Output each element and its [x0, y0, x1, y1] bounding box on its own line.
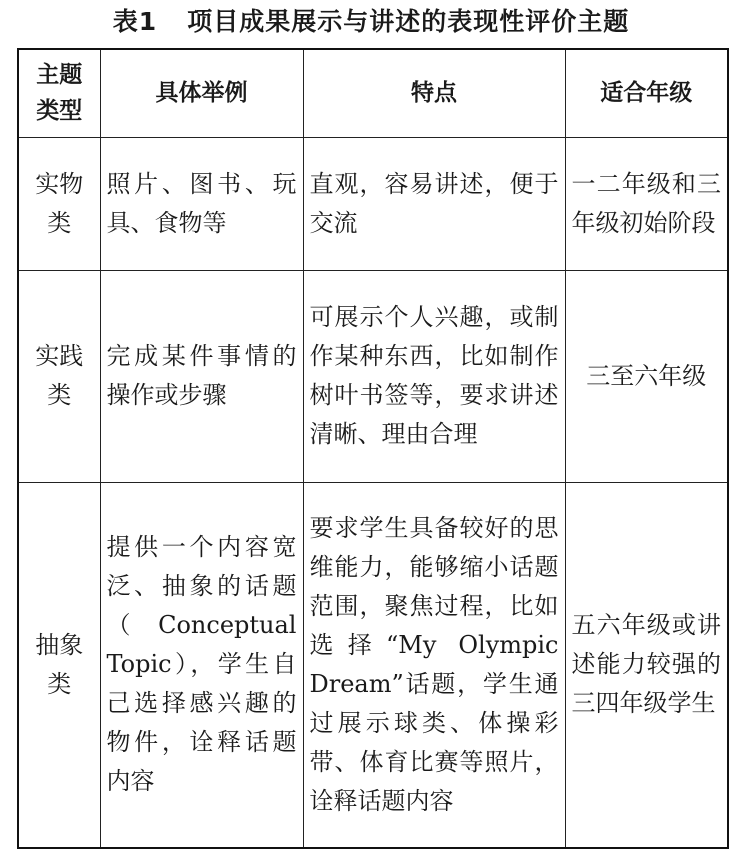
table-caption: [0, 4, 742, 40]
cell-grade: 一二年级和三年级初始阶段: [565, 137, 728, 270]
table-header-row: [18, 49, 728, 137]
cell-topic-type: 实践类: [18, 270, 100, 482]
table-title: 项目成果展示与讲述的表现性评价主题: [187, 7, 630, 36]
cell-examples: 提供一个内容宽泛、抽象的话题（Conceptual Topic），学生自己选择感兴趣的物件，诠释话题内容: [100, 482, 303, 848]
cell-examples: 照片、图书、玩具、食物等: [100, 137, 303, 270]
cell-features: 要求学生具备较好的思维能力，能够缩小话题范围，聚焦过程，比如选择“My Olympic Dream”话题，学生通过展示球类、体操彩带、体育比赛等照片，诠释话题内容: [303, 482, 565, 848]
header-features: 特点: [303, 49, 565, 137]
header-examples: 具体举例: [100, 49, 303, 137]
header-topic-type: 主题类型: [18, 49, 100, 137]
cell-features: 直观，容易讲述，便于交流: [303, 137, 565, 270]
cell-grade: 三至六年级: [565, 270, 728, 482]
evaluation-topics-table: [17, 48, 729, 849]
cell-topic-type: 抽象类: [18, 482, 100, 848]
cell-topic-type: 实物类: [18, 137, 100, 270]
table-row: [18, 137, 728, 270]
cell-examples: 完成某件事情的操作或步骤: [100, 270, 303, 482]
cell-grade: 五六年级或讲述能力较强的三四年级学生: [565, 482, 728, 848]
table-row: [18, 482, 728, 848]
table-row: [18, 270, 728, 482]
header-grade: 适合年级: [565, 49, 728, 137]
table-number: 表1: [112, 7, 158, 36]
cell-features: 可展示个人兴趣，或制作某种东西，比如制作树叶书签等，要求讲述清晰、理由合理: [303, 270, 565, 482]
